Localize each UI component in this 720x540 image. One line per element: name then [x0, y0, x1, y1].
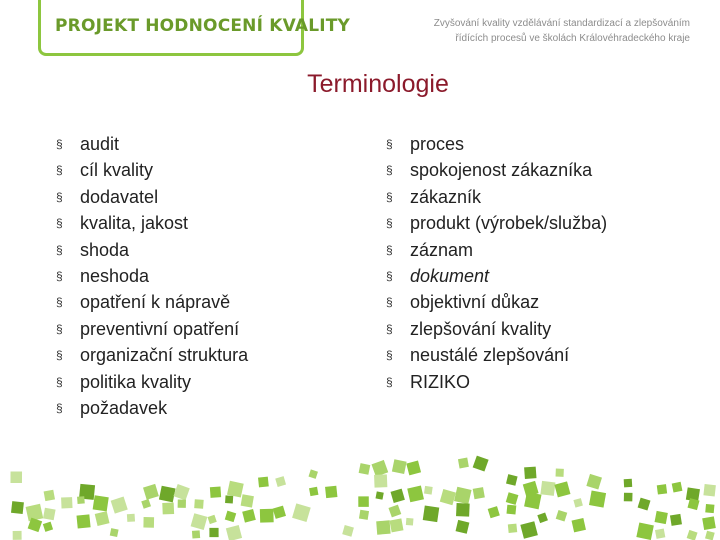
decorative-square	[159, 486, 176, 503]
decorative-square	[61, 497, 72, 508]
term-label: objektivní důkaz	[410, 292, 540, 313]
bullet-icon: §	[386, 163, 393, 178]
decorative-square	[702, 516, 716, 530]
list-item	[386, 342, 607, 368]
bullet-icon: §	[56, 216, 63, 231]
decorative-square	[95, 511, 110, 526]
decorative-square	[13, 531, 22, 540]
decorative-square	[537, 512, 548, 523]
decorative-square	[540, 481, 555, 496]
term-label: neshoda	[80, 265, 150, 286]
decorative-square	[589, 491, 606, 508]
project-tagline	[390, 16, 690, 46]
decorative-square	[309, 469, 318, 478]
decorative-square	[309, 487, 318, 496]
list-item	[386, 369, 607, 395]
decorative-square	[638, 498, 651, 511]
decorative-square	[388, 505, 401, 518]
term-label: zákazník	[410, 186, 482, 207]
decorative-square	[241, 494, 254, 507]
decorative-square	[273, 506, 286, 519]
bullet-icon: §	[386, 295, 393, 310]
decorative-square	[456, 503, 470, 517]
decorative-square	[173, 484, 189, 500]
decorative-square	[325, 486, 337, 498]
decorative-square	[143, 517, 154, 528]
decorative-square	[209, 528, 218, 537]
right-term-list	[386, 131, 607, 395]
decorative-square	[260, 509, 274, 523]
decorative-square	[586, 474, 602, 490]
decorative-square	[194, 499, 203, 508]
decorative-square	[127, 514, 135, 522]
bullet-icon: §	[56, 163, 63, 178]
list-item	[56, 263, 248, 289]
project-logo-box	[38, 0, 351, 56]
bullet-icon: §	[386, 216, 393, 231]
decorative-green-squares	[0, 430, 720, 540]
project-title: PROJEKT HODNOCENÍ KVALITY	[55, 16, 351, 36]
decorative-square	[342, 525, 354, 537]
decorative-square	[10, 471, 22, 483]
decorative-square	[375, 491, 383, 499]
decorative-square	[111, 497, 128, 514]
bullet-icon: §	[386, 137, 393, 151]
decorative-square	[359, 510, 369, 520]
decorative-square	[258, 477, 269, 488]
bullet-icon: §	[386, 268, 393, 283]
decorative-square	[473, 456, 489, 472]
list-item	[386, 289, 607, 315]
decorative-square	[672, 482, 683, 493]
decorative-square	[359, 463, 371, 475]
term-label: RIZIKO	[410, 371, 471, 392]
decorative-square	[506, 505, 516, 515]
term-label: dodavatel	[80, 186, 159, 207]
term-label: zlepšování kvality	[410, 318, 552, 339]
term-label: organizační struktura	[80, 345, 249, 366]
term-label: opatření k nápravě	[80, 292, 231, 313]
bullet-icon: §	[56, 189, 63, 204]
decorative-square	[488, 506, 500, 518]
term-label: dokument	[410, 265, 490, 286]
list-item	[56, 131, 248, 157]
decorative-square	[371, 460, 388, 477]
decorative-square	[687, 530, 698, 540]
decorative-square	[225, 511, 236, 522]
list-item	[386, 131, 607, 157]
term-label: požadavek	[80, 397, 168, 418]
term-label: záznam	[410, 239, 474, 260]
decorative-square	[390, 518, 404, 532]
decorative-square	[207, 515, 216, 524]
decorative-square	[227, 481, 244, 498]
bullet-icon: §	[386, 189, 393, 204]
decorative-square	[210, 487, 221, 498]
decorative-square	[655, 528, 665, 538]
list-item	[386, 184, 607, 210]
list-item	[386, 316, 607, 342]
decorative-square	[143, 484, 159, 500]
term-label: neustálé zlepšování	[410, 345, 570, 366]
decorative-square	[275, 476, 286, 487]
decorative-square	[391, 489, 405, 503]
list-item	[386, 263, 607, 289]
decorative-square	[705, 531, 715, 540]
decorative-square	[376, 520, 390, 534]
list-item	[56, 316, 248, 342]
decorative-square	[556, 510, 568, 522]
decorative-square	[141, 499, 151, 509]
bullet-icon: §	[56, 400, 63, 415]
decorative-square	[423, 506, 440, 523]
term-label: shoda	[80, 239, 130, 260]
decorative-square	[424, 486, 433, 495]
term-label: audit	[80, 134, 120, 154]
decorative-square	[43, 508, 56, 521]
decorative-square	[703, 484, 715, 496]
bullet-icon: §	[386, 242, 393, 257]
term-label: kvalita, jakost	[80, 213, 189, 234]
decorative-square	[44, 490, 55, 501]
decorative-square	[43, 522, 53, 532]
decorative-square	[458, 458, 469, 469]
decorative-square	[506, 474, 518, 486]
list-item	[56, 369, 248, 395]
bullet-icon: §	[386, 374, 393, 389]
decorative-square	[192, 530, 200, 538]
decorative-square-pattern	[10, 456, 715, 540]
bullet-icon: §	[56, 321, 63, 336]
left-term-list	[56, 131, 248, 421]
bullet-icon: §	[56, 374, 63, 389]
decorative-square	[624, 479, 633, 488]
decorative-square	[670, 514, 682, 526]
decorative-square	[11, 501, 24, 514]
decorative-square	[456, 520, 470, 534]
list-item	[386, 237, 607, 263]
bullet-icon: §	[56, 242, 63, 257]
list-item	[56, 289, 248, 315]
term-label: spokojenost zákazníka	[410, 160, 593, 181]
decorative-square	[76, 514, 90, 528]
decorative-square	[705, 504, 714, 513]
slide-title: Terminologie	[307, 70, 449, 98]
term-label: politika kvality	[80, 371, 192, 392]
tagline-line-1: Zvyšování kvality vzdělávání standardizací a zlepšováním	[433, 18, 690, 29]
bullet-icon: §	[56, 137, 63, 151]
decorative-square	[358, 496, 369, 507]
list-item	[56, 184, 248, 210]
list-item	[386, 210, 607, 236]
list-item	[56, 237, 248, 263]
decorative-square	[242, 509, 256, 523]
bullet-icon: §	[386, 348, 393, 363]
decorative-square	[110, 528, 119, 537]
decorative-square	[624, 493, 633, 502]
decorative-square	[655, 511, 668, 524]
decorative-square	[191, 513, 208, 530]
list-item	[386, 157, 607, 183]
decorative-square	[556, 469, 564, 477]
decorative-square	[77, 496, 85, 504]
list-item	[56, 342, 248, 368]
tagline-line-2: řídících procesů ve školách Královéhradeckého kraje	[455, 33, 690, 44]
term-label: produkt (výrobek/služba)	[410, 213, 608, 234]
decorative-square	[162, 503, 174, 515]
list-item	[56, 395, 248, 421]
decorative-square	[657, 484, 667, 494]
term-label: proces	[410, 134, 465, 154]
decorative-square	[374, 474, 387, 487]
bullet-icon: §	[386, 321, 393, 336]
term-label: preventivní opatření	[80, 318, 240, 339]
decorative-square	[454, 487, 472, 505]
decorative-square	[93, 495, 109, 511]
decorative-square	[554, 481, 570, 497]
decorative-square	[524, 467, 536, 479]
decorative-square	[506, 492, 519, 505]
decorative-square	[406, 518, 414, 526]
decorative-square	[226, 525, 242, 540]
list-item	[56, 157, 248, 183]
bullet-icon: §	[56, 295, 63, 310]
decorative-square	[178, 500, 186, 508]
decorative-square	[473, 487, 485, 499]
decorative-square	[225, 495, 233, 503]
list-item	[56, 210, 248, 236]
bullet-icon: §	[56, 348, 63, 363]
decorative-square	[508, 524, 517, 533]
decorative-square	[292, 503, 311, 522]
decorative-square	[392, 459, 407, 474]
bullet-icon: §	[56, 268, 63, 283]
term-label: cíl kvality	[80, 160, 154, 181]
decorative-square	[572, 518, 586, 532]
decorative-square	[573, 498, 582, 507]
decorative-square	[440, 489, 456, 505]
decorative-square	[524, 492, 541, 509]
decorative-square	[407, 486, 424, 503]
decorative-square	[520, 521, 538, 539]
decorative-square	[406, 461, 421, 476]
decorative-square	[636, 523, 653, 540]
